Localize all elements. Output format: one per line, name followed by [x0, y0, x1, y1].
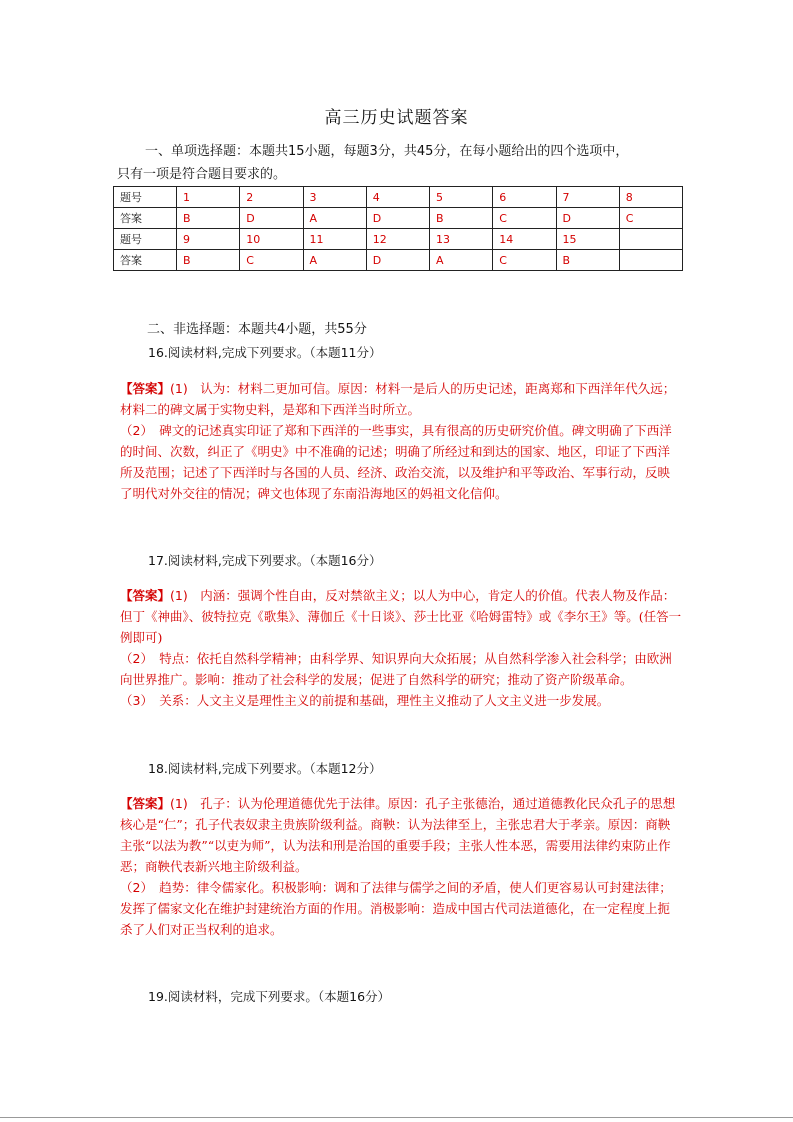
answer-part-number: （2）	[120, 423, 147, 438]
table-cell: B	[430, 208, 493, 229]
answer-part-number: （2）	[120, 651, 147, 666]
table-cell: B	[177, 208, 240, 229]
answer-tag: 【答案】	[120, 381, 171, 396]
answer-part-text: 认为：材料二更加可信。原因：材料一是后人的历史记述，距离郑和下西洋年代久远；材料二的碑文属于实物史料，是郑和下西洋当时所立。	[120, 381, 676, 417]
answer-table	[113, 186, 683, 271]
table-cell	[619, 250, 682, 271]
section1-line1: 一、单项选择题：本题共15小题，每题3分，共45分，在每小题给出的四个选项中，	[145, 144, 629, 159]
table-cell: 9	[177, 229, 240, 250]
table-cell: A	[303, 250, 366, 271]
question-19-heading: 19.阅读材料，完成下列要求。（本题16分）	[148, 989, 391, 1004]
table-header-cell: 答案	[114, 208, 177, 229]
answer-tag: 【答案】	[120, 588, 171, 603]
section1-instructions	[117, 140, 677, 186]
question-16-answer	[120, 378, 682, 504]
table-header-cell: 题号	[114, 187, 177, 208]
table-cell: B	[177, 250, 240, 271]
table-cell: D	[366, 250, 429, 271]
table-cell: 15	[556, 229, 619, 250]
table-cell: 7	[556, 187, 619, 208]
section2-heading: 二、非选择题：本题共4小题，共55分	[147, 322, 367, 337]
answer-part-number: (1)	[170, 588, 188, 603]
answer-part-number: (1)	[170, 381, 188, 396]
table-cell: 10	[240, 229, 303, 250]
table-cell: 2	[240, 187, 303, 208]
answer-part-text: 关系：人文主义是理性主义的前提和基础，理性主义推动了人文主义进一步发展。	[146, 693, 610, 708]
table-cell: B	[556, 250, 619, 271]
table-cell: 14	[493, 229, 556, 250]
question-16-heading: 16.阅读材料,完成下列要求。（本题11分）	[148, 345, 382, 360]
table-cell: 11	[303, 229, 366, 250]
table-cell: 5	[430, 187, 493, 208]
answer-tag: 【答案】	[120, 796, 171, 811]
table-row-answers-1	[114, 208, 683, 229]
table-cell: 4	[366, 187, 429, 208]
table-cell: D	[240, 208, 303, 229]
answer-part-number: （3）	[120, 693, 147, 708]
table-cell	[619, 229, 682, 250]
section1-line2: 只有一项是符合题目要求的。	[117, 167, 287, 182]
table-cell: C	[493, 250, 556, 271]
page-title: 高三历史试题答案	[324, 108, 469, 128]
table-cell: 3	[303, 187, 366, 208]
question-18-heading: 18.阅读材料,完成下列要求。（本题12分）	[148, 761, 382, 776]
answer-part-number: （2）	[120, 880, 147, 895]
answer-part-text: 特点：依托自然科学精神；由科学界、知识界向大众拓展；从自然科学渗入社会科学；由欧洲向世界推广。影响：推动了社会科学的发展；促进了自然科学的研究；推动了资产阶级革命。	[120, 651, 672, 687]
table-cell: C	[240, 250, 303, 271]
table-cell: 8	[619, 187, 682, 208]
table-cell: 13	[430, 229, 493, 250]
table-cell: C	[493, 208, 556, 229]
question-17-heading: 17.阅读材料,完成下列要求。（本题16分）	[148, 553, 382, 568]
table-cell: A	[303, 208, 366, 229]
table-cell: A	[430, 250, 493, 271]
table-cell: 1	[177, 187, 240, 208]
answer-part-text: 孔子：认为伦理道德优先于法律。原因：孔子主张德治，通过道德教化民众孔子的思想核心是“仁”；孔子代表奴隶主贵族阶级利益。商鞅：认为法律至上，主张忠君大于孝亲。原因：商鞅主张“以法为教”“以吏为师”，认为法和刑是治国的重要手段；主张人性本恶，需要用法律约束防止作恶；商鞅代表新兴地主阶级利益。	[120, 796, 676, 874]
table-cell: 12	[366, 229, 429, 250]
answer-part-text: 碑文的记述真实印证了郑和下西洋的一些事实，具有很高的历史研究价值。碑文明确了下西洋的时间、次数，纠正了《明史》中不准确的记述；明确了所经过和到达的国家、地区，印证了下西洋所及范围；记述了下西洋时与各国的人员、经济、政治交流，以及维护和平等政治、军事行动，反映了明代对外交往的情况；碑文也体现了东南沿海地区的妈祖文化信仰。	[120, 423, 672, 501]
table-row-numbers-2	[114, 229, 683, 250]
table-header-cell: 题号	[114, 229, 177, 250]
table-cell: D	[366, 208, 429, 229]
table-header-cell: 答案	[114, 250, 177, 271]
answer-part-text: 内涵：强调个性自由，反对禁欲主义；以人为中心，肯定人的价值。代表人物及作品：但丁《神曲》、彼特拉克《歌集》、薄伽丘《十日谈》、莎士比亚《哈姆雷特》或《李尔王》等。(任答一例即可)	[120, 588, 682, 645]
table-cell: C	[619, 208, 682, 229]
table-cell: D	[556, 208, 619, 229]
table-row-answers-2	[114, 250, 683, 271]
table-cell: 6	[493, 187, 556, 208]
table-row-numbers-1	[114, 187, 683, 208]
question-17-answer	[120, 585, 682, 711]
question-18-answer	[120, 793, 682, 940]
answer-part-number: (1)	[170, 796, 188, 811]
page-bottom-divider	[0, 1117, 793, 1118]
answer-part-text: 趋势：律令儒家化。积极影响：调和了法律与儒学之间的矛盾，使人们更容易认可封建法律；发挥了儒家文化在维护封建统治方面的作用。消极影响：造成中国古代司法道德化，在一定程度上扼杀了人们对正当权利的追求。	[120, 880, 672, 937]
